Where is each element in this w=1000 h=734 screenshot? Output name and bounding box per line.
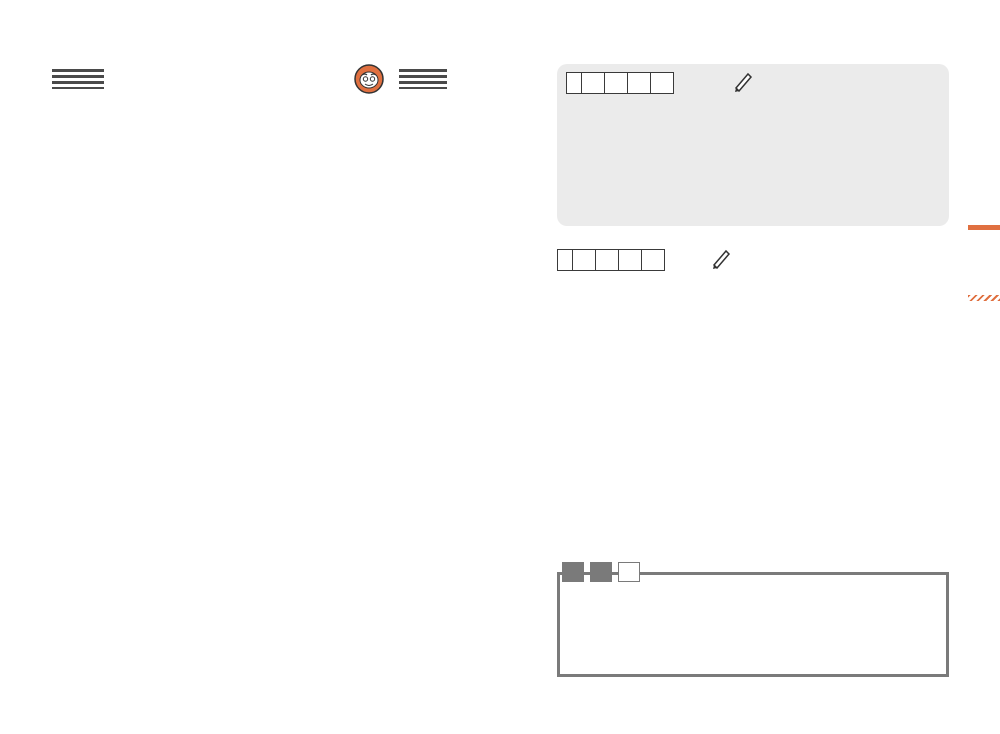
- label-char: [581, 73, 604, 93]
- chapter-tab: [968, 225, 1000, 305]
- shinzui-box: [557, 572, 949, 677]
- shinzui-number: [618, 562, 640, 582]
- shinzui-char-1: [562, 562, 584, 582]
- answer-label-text: [558, 250, 572, 270]
- pencil-icon: [732, 70, 754, 92]
- overall-label-text: [567, 73, 581, 93]
- shinzui-char-2: [590, 562, 612, 582]
- label-char: [604, 73, 627, 93]
- label-char: [650, 73, 673, 93]
- daruma-icon: [354, 64, 384, 94]
- overall-comment-label: [566, 72, 674, 94]
- label-char: [572, 250, 595, 270]
- label-char: [627, 73, 650, 93]
- shinzui-label: [562, 562, 640, 582]
- label-char: [595, 250, 618, 270]
- section-title-row: [52, 64, 447, 94]
- chapter-tab-hatch: [968, 295, 1000, 301]
- title-stripes-left: [52, 69, 104, 89]
- label-char: [641, 250, 664, 270]
- label-char: [618, 250, 641, 270]
- pencil-icon: [710, 247, 732, 269]
- answer-comment-label: [557, 249, 665, 271]
- title-stripes-right: [399, 69, 447, 89]
- chapter-tab-bar: [968, 225, 1000, 230]
